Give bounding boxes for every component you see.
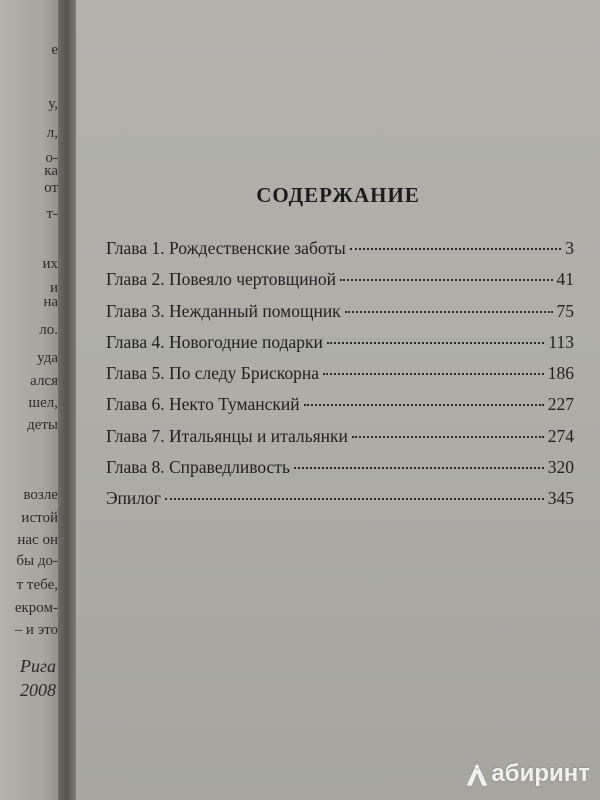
toc-title: СОДЕРЖАНИЕ — [256, 183, 420, 207]
toc-leader-dots — [327, 342, 544, 344]
toc-entry — [106, 426, 574, 457]
toc-entry — [106, 301, 574, 332]
toc-entry — [106, 488, 574, 519]
toc-entry — [106, 238, 574, 269]
toc-entry-page: 41 — [556, 269, 574, 290]
toc-entry-label: Глава 2. Повеяло чертовщиной — [106, 269, 337, 290]
left-page-text-fragment: л, — [46, 125, 58, 141]
left-page-text-fragment: ка — [44, 163, 58, 179]
toc-entry-label: Эпилог — [106, 488, 161, 509]
toc-entry — [106, 269, 574, 300]
toc-entry — [106, 394, 574, 425]
left-page-text-fragment: истой — [21, 510, 58, 526]
toc-leader-dots — [345, 311, 553, 313]
toc-leader-dots — [350, 248, 561, 250]
toc-entry-label: Глава 6. Некто Туманский — [106, 394, 300, 415]
toc-entry-label: Глава 8. Справедливость — [106, 457, 290, 478]
toc-entry-label: Глава 1. Рождественские заботы — [106, 238, 346, 258]
toc-entry — [106, 332, 574, 363]
toc-leader-dots — [323, 373, 544, 375]
left-page-text-fragment: на — [43, 294, 58, 310]
left-page-text-fragment: шел, — [28, 395, 58, 411]
right-page — [76, 0, 600, 800]
left-page-text-fragment: т тебе, — [16, 577, 58, 593]
toc-entry-page: 274 — [547, 425, 574, 446]
toc-leader-dots — [294, 467, 544, 469]
toc-entry-page: 75 — [556, 300, 574, 321]
left-page — [0, 0, 62, 800]
toc-entry-label: Глава 5. По следу Брискорна — [106, 363, 319, 384]
toc-entry-page: 227 — [547, 394, 574, 415]
left-page-text-fragment: нас он — [17, 532, 58, 548]
left-page-text-fragment: ло. — [39, 322, 58, 338]
toc-entry-page: 320 — [547, 457, 574, 478]
left-page-text-fragment: от — [44, 180, 58, 196]
toc-leader-dots — [352, 436, 544, 438]
left-page-text-fragment: ался — [30, 373, 58, 389]
left-page-text-fragment: у, — [48, 96, 58, 112]
toc-leader-dots — [165, 498, 544, 500]
left-page-text-fragment: и — [49, 280, 58, 296]
left-page-text-fragment: екром- — [14, 600, 58, 616]
toc-entry-label: Глава 3. Нежданный помощник — [106, 300, 341, 321]
toc-leader-dots — [304, 404, 544, 406]
toc-list — [106, 238, 574, 520]
watermark-text: абиринт — [491, 760, 590, 787]
toc-entry-label: Глава 4. Новогодние подарки — [106, 331, 323, 352]
labirint-logo-icon — [464, 760, 490, 788]
left-page-text-fragment: т- — [46, 206, 58, 222]
left-page-text-fragment: их — [42, 256, 58, 272]
left-page-text-fragment: – и это — [14, 622, 58, 638]
left-page-text-fragment: бы до- — [16, 553, 58, 569]
toc-entry-page: 113 — [548, 331, 574, 352]
toc-entry-label: Глава 7. Итальянцы и итальянки — [106, 425, 348, 446]
toc-entry-page: 3 — [565, 238, 574, 258]
toc-entry-page: 345 — [547, 488, 574, 509]
toc-entry — [106, 457, 574, 488]
left-page-text-fragment: е — [51, 42, 58, 58]
signature-place: Рига — [19, 656, 56, 676]
left-page-text-fragment: уда — [37, 350, 58, 366]
left-page-text-fragment: возле — [23, 487, 58, 503]
toc-entry-page: 186 — [547, 363, 574, 384]
toc-leader-dots — [340, 279, 552, 281]
left-page-text-fragment: деты — [27, 417, 58, 433]
watermark — [464, 760, 590, 788]
left-page-text-fragment: о- — [45, 150, 58, 166]
toc-entry — [106, 363, 574, 394]
signature-year: 2008 — [20, 680, 56, 700]
